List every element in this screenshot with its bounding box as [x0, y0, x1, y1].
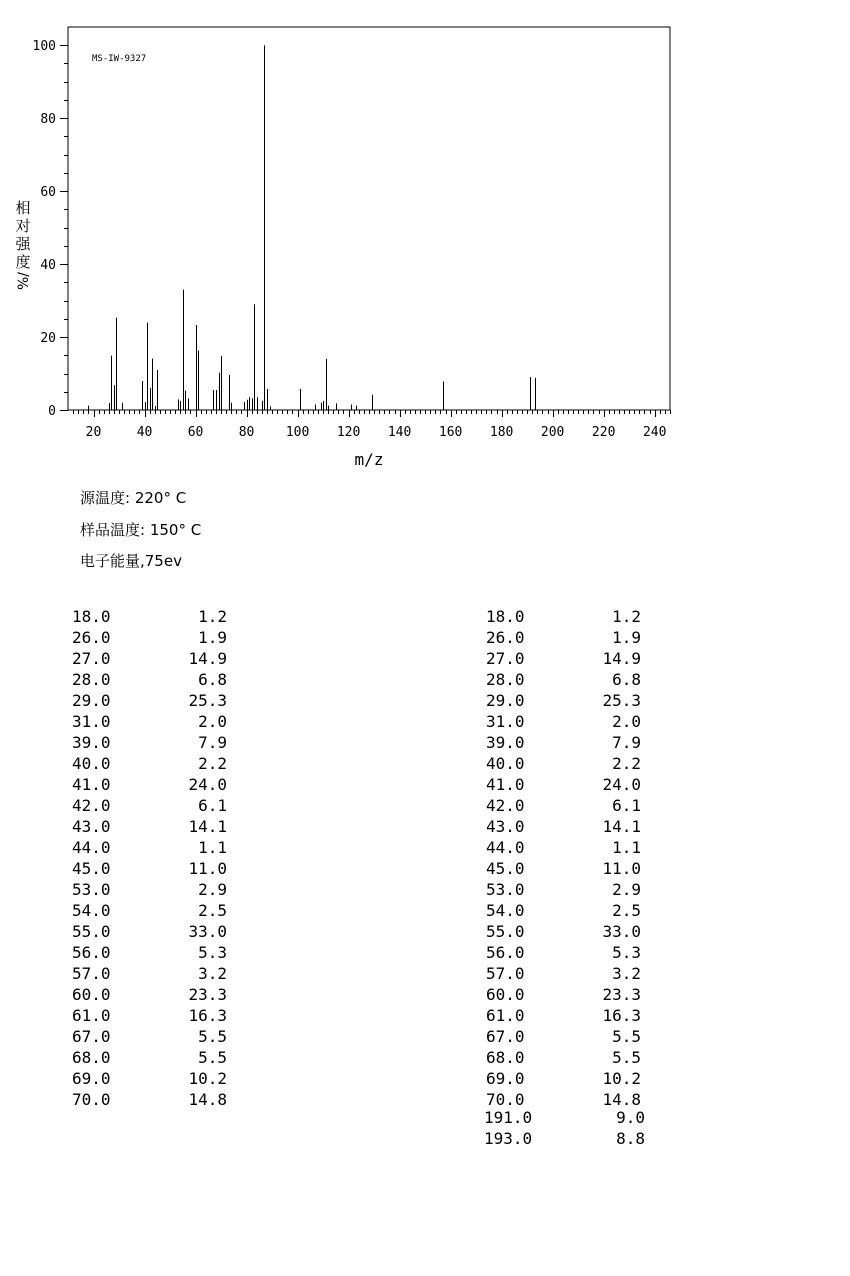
mz-value: 69.0	[486, 1069, 525, 1088]
mz-value: 55.0	[72, 922, 111, 941]
intensity-value: 14.9	[188, 649, 227, 668]
plot-frame	[68, 27, 670, 410]
table-row	[72, 795, 232, 816]
mz-value: 41.0	[72, 775, 111, 794]
mz-value: 29.0	[486, 691, 525, 710]
y-axis-label-char: 对	[15, 217, 31, 235]
mz-value: 42.0	[486, 796, 525, 815]
intensity-value: 14.1	[188, 817, 227, 836]
y-tick-label: 0	[48, 404, 56, 419]
mz-value: 26.0	[72, 628, 111, 647]
table-row	[486, 648, 646, 669]
table-row	[486, 837, 646, 858]
mz-value: 61.0	[72, 1006, 111, 1025]
intensity-value: 5.5	[612, 1027, 641, 1046]
x-tick-label: 80	[238, 425, 255, 440]
table-row	[72, 816, 232, 837]
table-row	[72, 942, 232, 963]
mz-value: 56.0	[72, 943, 111, 962]
intensity-value: 3.2	[198, 964, 227, 983]
mz-value: 28.0	[72, 670, 111, 689]
table-row	[486, 669, 646, 690]
mz-value: 44.0	[72, 838, 111, 857]
table-row	[72, 1089, 232, 1110]
intensity-value: 2.2	[612, 754, 641, 773]
x-tick-label: 220	[591, 425, 616, 440]
table-row	[72, 669, 232, 690]
intensity-value: 16.3	[188, 1006, 227, 1025]
mz-value: 28.0	[486, 670, 525, 689]
mz-value: 29.0	[72, 691, 111, 710]
table-row	[486, 984, 646, 1005]
intensity-value: 6.8	[198, 670, 227, 689]
mz-value: 39.0	[72, 733, 111, 752]
intensity-value: 23.3	[602, 985, 641, 1004]
intensity-value: 7.9	[198, 733, 227, 752]
x-tick-label: 200	[540, 425, 565, 440]
table-row	[486, 921, 646, 942]
mz-value: 70.0	[486, 1090, 525, 1109]
table-row	[72, 1047, 232, 1068]
intensity-value: 16.3	[602, 1006, 641, 1025]
table-row	[486, 690, 646, 711]
table-row	[486, 1047, 646, 1068]
table-row	[486, 942, 646, 963]
intensity-value: 1.9	[612, 628, 641, 647]
mz-value: 68.0	[486, 1048, 525, 1067]
intensity-value: 1.1	[198, 838, 227, 857]
intensity-value: 2.2	[198, 754, 227, 773]
mz-value: 45.0	[72, 859, 111, 878]
mz-value: 40.0	[486, 754, 525, 773]
intensity-value: 1.9	[198, 628, 227, 647]
mz-value: 193.0	[484, 1129, 533, 1148]
table-row	[72, 774, 232, 795]
sample-temperature: 样品温度: 150° C	[80, 521, 202, 539]
intensity-value: 25.3	[188, 691, 227, 710]
table-row	[72, 753, 232, 774]
table-row	[72, 1068, 232, 1089]
mz-value: 191.0	[484, 1108, 533, 1127]
mass-spectrum-chart	[0, 0, 850, 480]
intensity-value: 24.0	[602, 775, 641, 794]
y-axis-label	[15, 199, 32, 290]
intensity-value: 14.8	[602, 1090, 641, 1109]
intensity-value: 7.9	[612, 733, 641, 752]
table-row	[486, 753, 646, 774]
intensity-value: 5.3	[198, 943, 227, 962]
intensity-value: 6.8	[612, 670, 641, 689]
intensity-value: 5.5	[198, 1048, 227, 1067]
intensity-value: 8.8	[616, 1129, 645, 1148]
x-tick-label: 160	[438, 425, 463, 440]
table-row	[486, 627, 646, 648]
intensity-value: 2.5	[612, 901, 641, 920]
mz-value: 69.0	[72, 1069, 111, 1088]
table-row	[72, 837, 232, 858]
table-row	[486, 816, 646, 837]
table-row	[72, 879, 232, 900]
intensity-value: 5.3	[612, 943, 641, 962]
table-row	[72, 963, 232, 984]
mz-value: 57.0	[72, 964, 111, 983]
table-row	[486, 1005, 646, 1026]
x-tick-label: 40	[136, 425, 153, 440]
intensity-value: 2.5	[198, 901, 227, 920]
y-axis-label-char: 强	[15, 235, 31, 253]
intensity-value: 14.1	[602, 817, 641, 836]
peaks	[89, 45, 536, 410]
intensity-value: 24.0	[188, 775, 227, 794]
mz-value: 39.0	[486, 733, 525, 752]
mz-value: 54.0	[486, 901, 525, 920]
mz-value: 56.0	[486, 943, 525, 962]
table-row	[72, 900, 232, 921]
intensity-value: 2.9	[198, 880, 227, 899]
table-row	[484, 1107, 650, 1128]
x-tick-label: 180	[489, 425, 514, 440]
mz-value: 43.0	[486, 817, 525, 836]
mz-value: 60.0	[72, 985, 111, 1004]
intensity-value: 1.2	[198, 607, 227, 626]
x-tick-label: 100	[285, 425, 310, 440]
y-axis-label-char: 相	[15, 199, 31, 217]
intensity-value: 1.2	[612, 607, 641, 626]
intensity-value: 2.9	[612, 880, 641, 899]
intensity-value: 25.3	[602, 691, 641, 710]
mz-value: 40.0	[72, 754, 111, 773]
x-tick-label: 20	[85, 425, 102, 440]
table-row	[486, 900, 646, 921]
intensity-value: 23.3	[188, 985, 227, 1004]
intensity-value: 2.0	[198, 712, 227, 731]
table-row	[72, 984, 232, 1005]
intensity-value: 10.2	[188, 1069, 227, 1088]
mz-value: 18.0	[486, 607, 525, 626]
mz-value: 45.0	[486, 859, 525, 878]
intensity-value: 14.9	[602, 649, 641, 668]
mz-value: 44.0	[486, 838, 525, 857]
mz-value: 70.0	[72, 1090, 111, 1109]
table-row	[486, 858, 646, 879]
sample-id: MS-IW-9327	[92, 54, 147, 64]
y-tick-label: 20	[40, 331, 56, 347]
mz-value: 31.0	[72, 712, 111, 731]
intensity-value: 5.5	[612, 1048, 641, 1067]
y-tick-label: 100	[32, 39, 56, 55]
intensity-value: 11.0	[602, 859, 641, 878]
x-tick-label: 60	[187, 425, 204, 440]
mz-value: 55.0	[486, 922, 525, 941]
mz-value: 26.0	[486, 628, 525, 647]
mz-value: 67.0	[72, 1027, 111, 1046]
mz-value: 57.0	[486, 964, 525, 983]
y-axis-label-char: 度	[15, 253, 31, 271]
table-row	[486, 732, 646, 753]
mz-value: 53.0	[72, 880, 111, 899]
intensity-value: 1.1	[612, 838, 641, 857]
table-row	[72, 648, 232, 669]
mz-value: 60.0	[486, 985, 525, 1004]
intensity-value: 33.0	[188, 922, 227, 941]
mz-value: 43.0	[72, 817, 111, 836]
y-axis-label-char: %/	[16, 271, 32, 291]
intensity-value: 6.1	[612, 796, 641, 815]
table-row	[486, 711, 646, 732]
intensity-value: 3.2	[612, 964, 641, 983]
table-row	[72, 606, 232, 627]
source-temperature: 源温度: 220° C	[80, 489, 187, 507]
table-row	[486, 879, 646, 900]
table-row	[486, 795, 646, 816]
intensity-value: 14.8	[188, 1090, 227, 1109]
intensity-value: 5.5	[198, 1027, 227, 1046]
mz-value: 41.0	[486, 775, 525, 794]
table-row	[72, 690, 232, 711]
table-row	[72, 732, 232, 753]
intensity-value: 9.0	[616, 1108, 645, 1127]
table-row	[486, 1026, 646, 1047]
y-axis-ticks	[33, 39, 68, 419]
mz-value: 31.0	[486, 712, 525, 731]
table-row	[72, 1005, 232, 1026]
mz-value: 54.0	[72, 901, 111, 920]
x-axis-label: m/z	[354, 450, 384, 469]
intensity-value: 2.0	[612, 712, 641, 731]
table-row	[486, 963, 646, 984]
table-row	[72, 1026, 232, 1047]
mz-value: 27.0	[486, 649, 525, 668]
mz-value: 61.0	[486, 1006, 525, 1025]
table-row	[72, 711, 232, 732]
mz-value: 53.0	[486, 880, 525, 899]
intensity-value: 10.2	[602, 1069, 641, 1088]
y-tick-label: 80	[40, 112, 56, 128]
intensity-value: 11.0	[188, 859, 227, 878]
intensity-value: 33.0	[602, 922, 641, 941]
intensity-value: 6.1	[198, 796, 227, 815]
electron-energy: 电子能量,75ev	[80, 552, 182, 570]
x-tick-label: 120	[336, 425, 361, 440]
table-row	[484, 1128, 650, 1149]
table-row	[486, 774, 646, 795]
table-row	[486, 606, 646, 627]
mz-value: 18.0	[72, 607, 111, 626]
x-tick-label: 140	[387, 425, 412, 440]
x-axis-ticks	[74, 410, 671, 440]
y-tick-label: 60	[40, 185, 56, 201]
table-row	[72, 858, 232, 879]
x-tick-label: 240	[642, 425, 667, 440]
mz-value: 42.0	[72, 796, 111, 815]
mz-value: 68.0	[72, 1048, 111, 1067]
mz-value: 27.0	[72, 649, 111, 668]
table-row	[486, 1068, 646, 1089]
table-row	[72, 921, 232, 942]
table-row	[72, 627, 232, 648]
y-tick-label: 40	[40, 258, 56, 274]
mz-value: 67.0	[486, 1027, 525, 1046]
